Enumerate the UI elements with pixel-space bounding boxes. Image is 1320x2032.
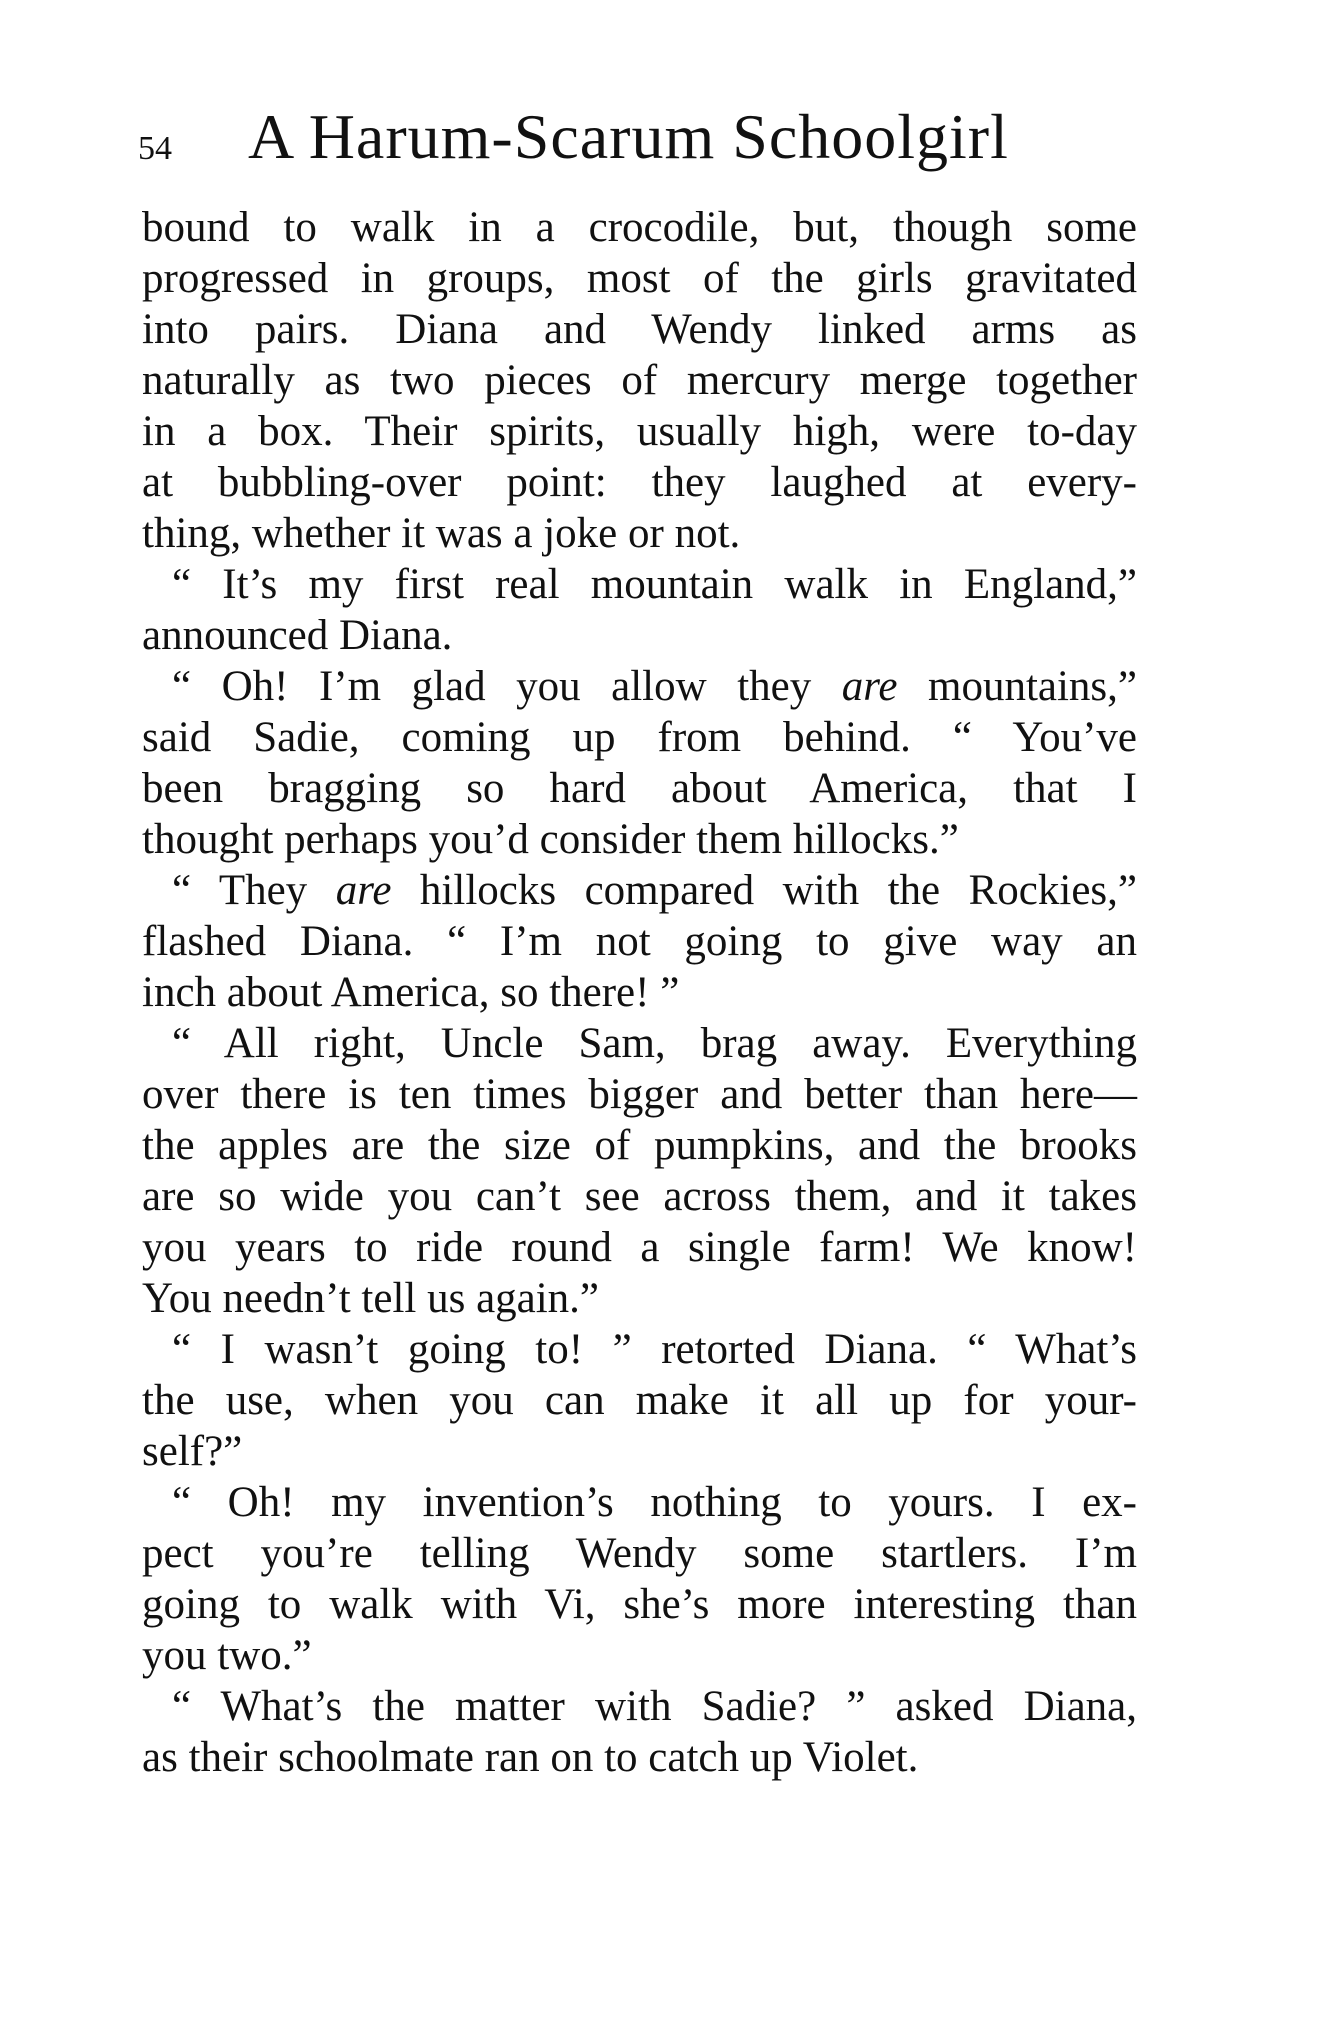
text-line: announced Diana. xyxy=(142,612,453,659)
running-title: A Harum-Scarum Schoolgirl xyxy=(248,101,1009,172)
page-header xyxy=(138,100,1138,190)
text-line: over there is ten times bigger and better than here— xyxy=(142,1071,1137,1118)
text-line: said Sadie, coming up from behind. “ You’ve xyxy=(142,714,1137,761)
page-number: 54 xyxy=(138,130,172,167)
text-line: as their schoolmate ran on to catch up Violet. xyxy=(142,1734,919,1781)
text-line: flashed Diana. “ I’m not going to give way an xyxy=(142,918,1137,965)
text-line: the use, when you can make it all up for your- xyxy=(142,1377,1137,1424)
text-line: thing, whether it was a joke or not. xyxy=(142,510,741,557)
text-line: you two.” xyxy=(142,1632,312,1679)
text-line: been bragging so hard about America, that I xyxy=(142,765,1137,812)
text-line: you years to ride round a single farm! We know! xyxy=(142,1224,1137,1271)
text-line: “ They are hillocks compared with the Rockies,” xyxy=(172,867,1137,914)
text-line: “ All right, Uncle Sam, brag away. Everything xyxy=(172,1020,1137,1067)
body-text xyxy=(142,202,1137,1783)
text-line: You needn’t tell us again.” xyxy=(142,1275,600,1322)
text-line: “ I wasn’t going to! ” retorted Diana. “ What’s xyxy=(172,1326,1137,1373)
text-line: self?” xyxy=(142,1428,243,1475)
text-line: bound to walk in a crocodile, but, though some xyxy=(142,204,1137,251)
emphasis-text: are xyxy=(335,867,392,914)
text-line: into pairs. Diana and Wendy linked arms as xyxy=(142,306,1137,353)
text-line: going to walk with Vi, she’s more interesting than xyxy=(142,1581,1137,1628)
text-line: pect you’re telling Wendy some startlers. I’m xyxy=(142,1530,1137,1577)
text-line: “ What’s the matter with Sadie? ” asked Diana, xyxy=(172,1683,1137,1730)
text-line: “ Oh! I’m glad you allow they are mountains,” xyxy=(172,663,1137,710)
text-line: are so wide you can’t see across them, and it takes xyxy=(142,1173,1137,1220)
text-line: “ It’s my first real mountain walk in England,” xyxy=(172,561,1137,608)
text-line: thought perhaps you’d consider them hillocks.” xyxy=(142,816,959,863)
text-line: naturally as two pieces of mercury merge together xyxy=(142,357,1137,404)
text-line: in a box. Their spirits, usually high, were to-day xyxy=(142,408,1137,455)
text-line: inch about America, so there! ” xyxy=(142,969,680,1016)
text-line: progressed in groups, most of the girls gravitated xyxy=(142,255,1137,302)
text-line: at bubbling-over point: they laughed at every- xyxy=(142,459,1137,506)
text-line: the apples are the size of pumpkins, and the brooks xyxy=(142,1122,1137,1169)
text-line: “ Oh! my invention’s nothing to yours. I ex- xyxy=(172,1479,1137,1526)
emphasis-text: are xyxy=(841,663,898,710)
